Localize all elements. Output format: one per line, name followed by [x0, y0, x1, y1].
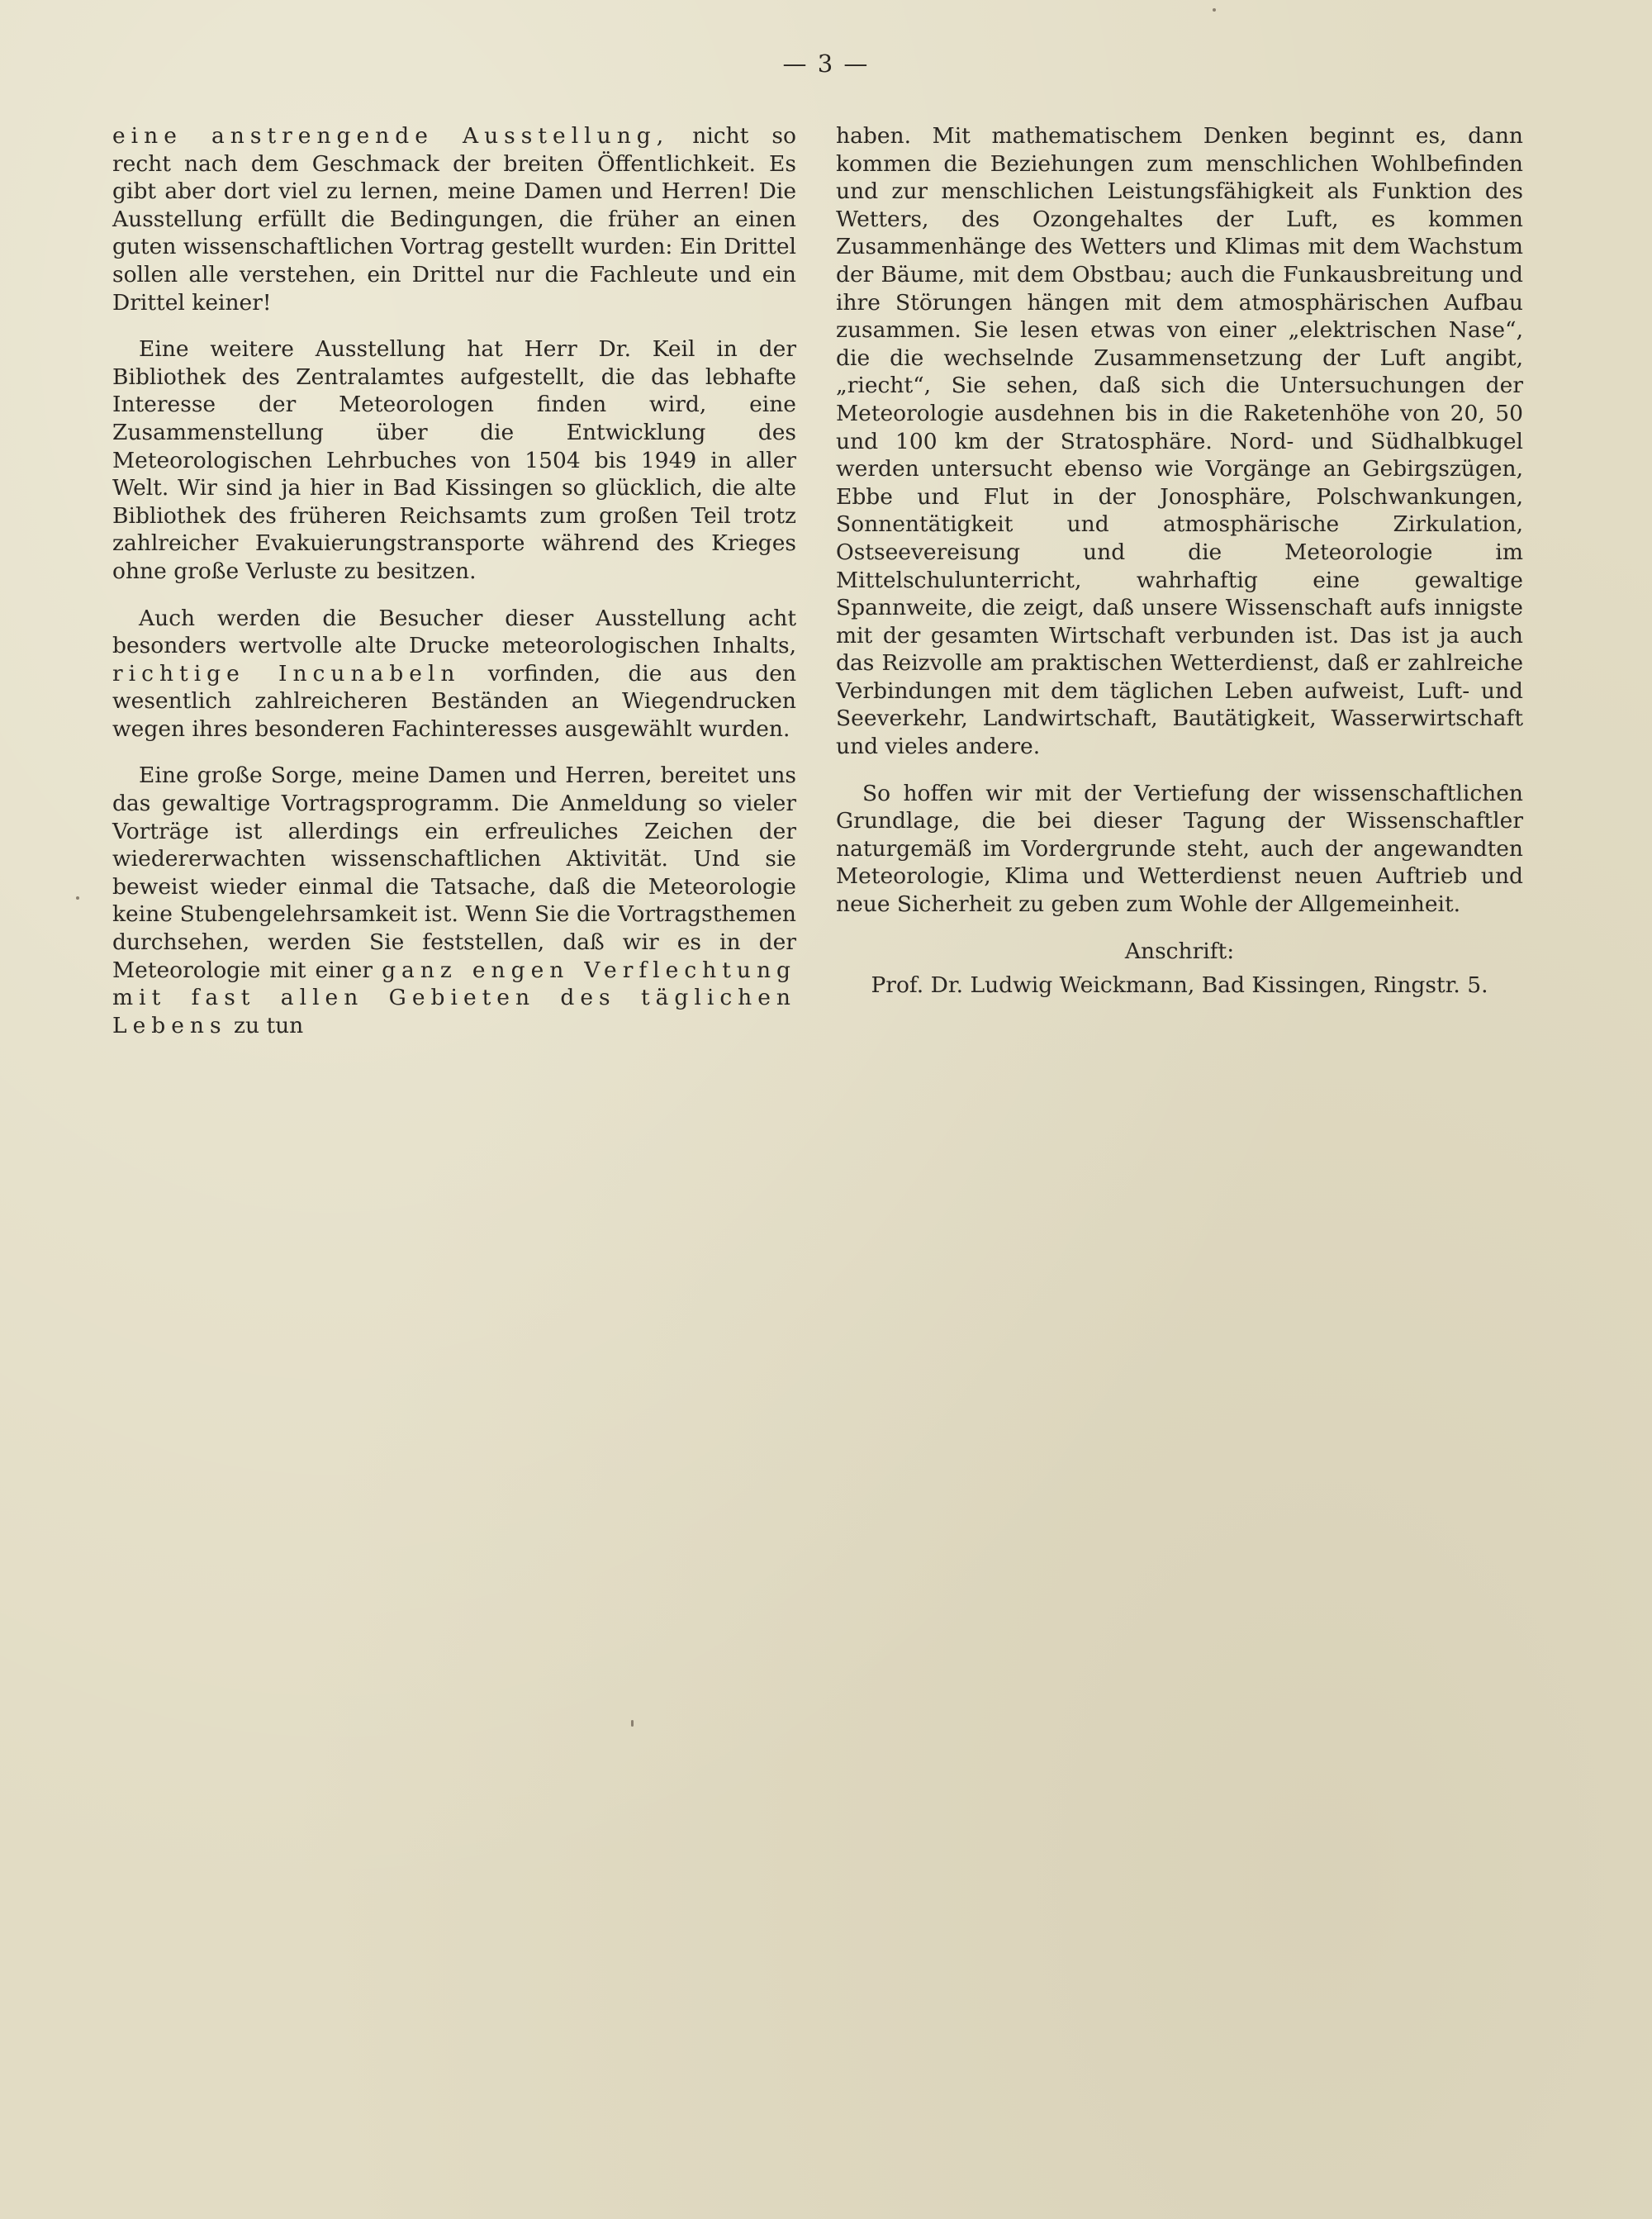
paragraph-6: So hoffen wir mit der Vertiefung der wissenschaftlichen Grundlage, die bei dieser Tagung der Wissenschaftler naturgemäß im Vordergrunde steht, auch der angewandten Meteorologie, Klima und Wetterdienst neuen Auftrieb und neue Sicherheit zu geben zum Wohle der Allgemeinheit.	[836, 780, 1523, 918]
paragraph-3	[112, 605, 796, 744]
left-column	[112, 122, 796, 1058]
author-address: Prof. Dr. Ludwig Weickmann, Bad Kissingen, Ringstr. 5.	[871, 972, 1488, 999]
paragraph-1	[112, 122, 796, 316]
paragraph-text: nicht so recht nach dem Geschmack der breiten Öffentlichkeit. Es gibt aber dort viel zu lernen, meine Damen und Herren! Die Ausstellung erfüllt die Bedingungen, die früher an einen guten wissenschaftlichen Vortrag gestellt wurden: Ein Drittel sollen alle verstehen, ein Drittel nur die Fachleute und ein Drittel keiner!	[112, 123, 796, 316]
paragraph-4	[112, 762, 796, 1039]
paragraph-5: haben. Mit mathematischem Denken beginnt es, dann kommen die Beziehungen zum menschlichen Wohlbefinden und zur menschlichen Leistungsfähigkeit als Funktion des Wetters, des Ozongehaltes der Luft, es kommen Zusammenhänge des Wetters und Klimas mit dem Wachstum der Bäume, mit dem Obstbau; auch die Funkausbreitung und ihre Störungen hängen mit dem atmosphärischen Aufbau zusammen. Sie lesen etwas von einer „elektrischen Nase“, die die wechselnde Zusammensetzung der Luft angibt, „riecht“, Sie sehen, daß sich die Untersuchungen der Meteorologie ausdehnen bis in die Raketenhöhe von 20, 50 und 100 km der Stratosphäre. Nord- und Südhalbkugel werden untersucht ebenso wie Vorgänge an Gebirgszügen, Ebbe und Flut in der Jonosphäre, Polschwankungen, Sonnentätigkeit und atmosphärische Zirkulation, Ostseevereisung und die Meteorologie im Mittelschulunterricht, wahrhaftig eine gewaltige Spannweite, die zeigt, daß unsere Wissenschaft aufs innigste mit der gesamten Wirtschaft verbunden ist. Das ist ja auch das Reizvolle am praktischen Wetterdienst, daß er zahlreiche Verbindungen mit dem täglichen Leben aufweist, Luft- und Seeverkehr, Landwirtschaft, Bautätigkeit, Wasserwirtschaft und vieles andere.	[836, 123, 1523, 760]
right-column	[836, 122, 1523, 1000]
spaced-emphasis: ganz engen Verflechtung mit fast allen Gebieten des täglichen Lebens	[112, 957, 796, 1038]
print-speck	[76, 896, 79, 900]
print-speck	[1213, 8, 1216, 12]
print-speck	[631, 1720, 634, 1727]
address-heading: Anschrift:	[1124, 938, 1235, 964]
spaced-emphasis: eine anstrengende Ausstellung,	[112, 123, 670, 149]
paragraph-text: Eine große Sorge, meine Damen und Herren, bereitet uns das gewaltige Vortragsprogramm. Die Anmeldung so vieler Vorträge ist allerdings ein erfreuliches Zeichen der wiedererwachten wissenschaftlichen Aktivität. Und sie beweist wieder einmal die Tatsache, daß die Meteorologie keine Stubengelehrsamkeit ist. Wenn Sie die Vortragsthemen durchsehen, werden Sie feststellen, daß wir es in der Meteorologie mit einer	[112, 763, 796, 983]
paragraph-text: Auch werden die Besucher dieser Ausstellung acht besonders wertvolle alte Drucke meteorologischen Inhalts,	[112, 605, 796, 659]
page-number: — 3 —	[782, 50, 870, 78]
paragraph-text: vorfinden, die aus den wesentlich zahlreicheren Beständen an Wiegendrucken wegen ihres besonderen Fachinteresses ausgewählt wurden.	[112, 660, 797, 742]
paragraph-2: Eine weitere Ausstellung hat Herr Dr. Keil in der Bibliothek des Zentralamtes aufgestellt, die das lebhafte Interesse der Meteorologen finden wird, eine Zusammenstellung über die Entwicklung des Meteorologischen Lehrbuches von 1504 bis 1949 in aller Welt. Wir sind ja hier in Bad Kissingen so glücklich, die alte Bibliothek des früheren Reichsamts zum großen Teil trotz zahlreicher Evakuierungstransporte während des Krieges ohne große Verluste zu besitzen.	[112, 336, 796, 584]
spaced-emphasis: richtige Incunabeln	[112, 660, 461, 687]
paragraph-text: zu tun	[226, 1012, 304, 1038]
